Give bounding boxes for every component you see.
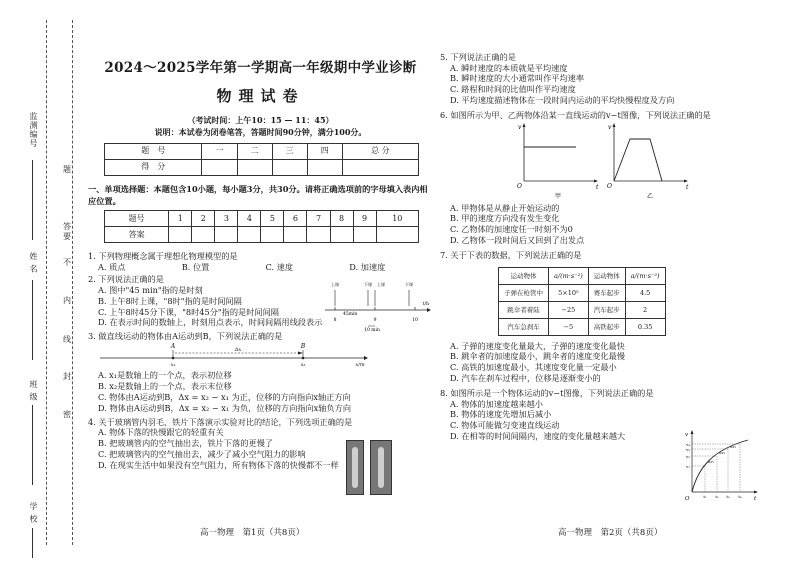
vt-curve-figure xyxy=(682,430,760,502)
table-cell: a/(m·s⁻²) xyxy=(549,267,589,284)
tube-photo xyxy=(370,440,392,495)
table-cell: 运动物体 xyxy=(588,267,625,284)
duration-label: 45min xyxy=(343,312,358,318)
question-stem: 7. 关于下表的数据，下列说法正确的是 xyxy=(440,249,582,260)
acceleration-table xyxy=(498,267,666,336)
option-d: D. 物体由A运动到B，Δx = x₂ − x₁ 为负，位移的方向指向x轴负方向 xyxy=(98,402,352,413)
option-a: A. 瞬时速度的本质就是平均速度 xyxy=(450,62,568,73)
score-input-cell[interactable] xyxy=(342,159,418,175)
answer-input-cell[interactable] xyxy=(215,227,238,243)
answer-input-cell[interactable] xyxy=(261,227,284,243)
option-b: B. 瞬时速度的大小通常叫作平均速率 xyxy=(450,73,585,84)
answer-input-cell[interactable] xyxy=(353,227,376,243)
option-a: A. x₁是数轴上的一个点，表示初位移 xyxy=(98,370,232,381)
option-b: B. 把玻璃管内的空气抽出去，铁片下落的更慢了 xyxy=(98,437,273,448)
score-input-cell[interactable] xyxy=(272,159,307,175)
table-cell: 2 xyxy=(625,301,665,318)
page-footer: 高一物理 第2页（共8页） xyxy=(558,528,663,539)
name-label: 姓 名 xyxy=(29,252,38,274)
score-header-cell: 总 分 xyxy=(342,143,418,159)
t-tick: t₂ xyxy=(715,494,719,499)
v-tick: v₁ xyxy=(686,464,690,469)
page-footer: 高一物理 第1页（共8页） xyxy=(200,528,305,539)
timeline-mark: 下课 xyxy=(405,282,413,288)
score-header-cell: 一 xyxy=(202,143,237,159)
binding-margin xyxy=(0,0,84,565)
option-b: B. 跳伞者的加速度最小，跳伞者的速度变化最慢 xyxy=(450,351,625,362)
origin-label: O xyxy=(607,182,612,190)
table-cell: 汽车急刹车 xyxy=(499,318,549,335)
seal-line xyxy=(72,20,73,545)
exam-note: 说明：本试卷为闭卷笔答，答题时间90分钟，满分100分。 xyxy=(154,126,367,137)
school-label: 学 校 xyxy=(29,502,38,524)
option-b: B. 甲的速度方向没有发生变化 xyxy=(450,213,560,224)
position-axis-figure xyxy=(98,342,378,368)
option-c: C. 物体由A运动到B，Δx = x₂ − x₁ 为正，位移的方向指向x轴正方向 xyxy=(98,391,351,402)
question-stem: 1. 下列物理概念属于理想化物理模型的是 xyxy=(88,251,238,262)
graph-label-yi: 乙 xyxy=(646,192,654,200)
table-cell: 5×10⁵ xyxy=(549,284,589,301)
question-stem: 5. 下列说法正确的是 xyxy=(440,52,516,62)
question-3 xyxy=(88,331,433,413)
table-cell: −5 xyxy=(549,318,589,335)
option-a: A. 子弹的速度变化量最大，子弹的速度变化最快 xyxy=(450,340,625,351)
seal-char: 要 xyxy=(63,232,71,241)
axis-v-label: v xyxy=(518,123,522,131)
answer-header-cell: 8 xyxy=(330,211,353,227)
answer-input-cell[interactable] xyxy=(330,227,353,243)
table-cell: a/(m·s⁻²) xyxy=(625,267,665,284)
table-cell: 赛车起步 xyxy=(588,284,625,301)
option-c: C. 高铁的加速度最小，其速度变化量一定最小 xyxy=(450,362,617,373)
table-cell: 运动物体 xyxy=(499,267,549,284)
x1-label: x₁ xyxy=(170,361,176,368)
axis-t-label: t xyxy=(596,183,599,191)
question-5 xyxy=(440,52,790,106)
v-tick: v₂ xyxy=(686,454,690,459)
table-cell: 4.5 xyxy=(625,284,665,301)
option-d: D. 汽车在刹车过程中，位移是逐渐变小的 xyxy=(450,373,601,384)
score-input-cell[interactable] xyxy=(237,159,272,175)
option-b: B. 上午8时上课，"8时"指的是时间间隔 xyxy=(98,295,242,306)
seal-char: 题 xyxy=(63,165,71,174)
option-b: B. 物体的速度先增加后减小 xyxy=(450,409,552,420)
question-stem: 3. 做直线运动的物体由A运动到B，下列说法正确的是 xyxy=(88,331,283,342)
t-tick: t₄ xyxy=(738,494,742,499)
v-tick: v₃ xyxy=(686,447,690,452)
answer-row-label: 答案 xyxy=(105,227,169,243)
answer-table xyxy=(104,210,419,243)
option-d: D. 在现实生活中如果没有空气阻力，所有物体下落的快慢都不一样 xyxy=(98,459,339,470)
cut-line xyxy=(46,20,47,545)
point-a-label: A xyxy=(170,342,176,350)
table-row xyxy=(499,284,666,301)
option-d: D. 加速度 xyxy=(349,262,386,273)
question-7 xyxy=(440,250,790,384)
axis-unit: t/h xyxy=(422,302,429,308)
table-row xyxy=(499,301,666,318)
seal-char: 封 xyxy=(63,372,71,381)
class-label: 班 级 xyxy=(29,380,38,402)
option-c: C. 上午8时45分下课，"8时45分"指的是时间间隔 xyxy=(98,306,279,317)
answer-header-cell: 题号 xyxy=(105,211,169,227)
t-tick: t₁ xyxy=(703,494,707,499)
timeline-mark: 上课 xyxy=(377,282,385,288)
option-c: C. 乙物体的加速度任一时刻不为0 xyxy=(450,224,573,235)
scale-label: 10 min xyxy=(364,328,380,333)
option-d: D. 平均速度描述物体在一段时间内运动的平均快慢程度及方向 xyxy=(450,95,675,106)
seal-char: 答 xyxy=(63,222,71,231)
axis-v-label: v xyxy=(608,123,612,131)
answer-input-cell[interactable] xyxy=(169,227,192,243)
seal-char: 内 xyxy=(63,296,71,305)
timeline-figure xyxy=(321,280,433,332)
question-stem: 6. 如图所示为甲、乙两物体沿某一直线运动的v−t图像，下列说法正确的是 xyxy=(440,109,711,120)
answer-input-cell[interactable] xyxy=(238,227,261,243)
name-blank[interactable] xyxy=(32,280,33,360)
exam-no-blank[interactable] xyxy=(32,160,33,240)
score-header-cell: 四 xyxy=(307,143,342,159)
answer-header-cell: 3 xyxy=(215,211,238,227)
timeline-mark: 下课 xyxy=(364,282,372,288)
exam-no-label: 监测编号 xyxy=(29,112,38,148)
score-input-cell[interactable] xyxy=(202,159,237,175)
dv-label: Δv₂ xyxy=(719,451,726,455)
tube-photo xyxy=(346,440,364,495)
score-header-cell: 二 xyxy=(237,143,272,159)
answer-header-cell: 2 xyxy=(192,211,215,227)
question-stem: 4. 关于玻璃管内羽毛、铁片下落演示实验对比的结论，下列选项正确的是 xyxy=(88,416,353,427)
origin-label: O xyxy=(685,496,690,502)
table-cell: 子弹在枪管中 xyxy=(499,284,549,301)
option-a: A. 物体下落的快慢跟它的轻重有关 xyxy=(98,427,224,438)
section-1-heading: 一、单项选择题：本题包含10小题，每小题3分，共30分。请将正确选项前的字母填入表内相应位置。 xyxy=(88,183,428,206)
t-tick: t₃ xyxy=(726,494,730,499)
option-c: C. 物体可能做匀变速直线运动 xyxy=(450,420,560,431)
option-d: D. 在表示时间的数轴上，时刻用点表示，时间间隔用线段表示 xyxy=(98,317,323,328)
answer-header-cell: 9 xyxy=(353,211,376,227)
origin-label: O xyxy=(517,182,522,190)
answer-header-cell: 6 xyxy=(284,211,307,227)
score-table xyxy=(104,143,419,176)
v-tick: v₄ xyxy=(686,442,690,447)
axis-unit: x/m xyxy=(355,361,365,368)
school-blank[interactable] xyxy=(32,528,33,558)
class-blank[interactable] xyxy=(32,405,33,485)
question-1 xyxy=(88,251,433,272)
table-cell: 汽车起步 xyxy=(588,301,625,318)
option-b: B. x₂是数轴上的一个点，表示末位移 xyxy=(98,381,232,392)
seal-char: 密 xyxy=(63,410,71,419)
exam-time: （考试时间：上午10：15 — 11：45） xyxy=(187,114,334,125)
option-a: A. 图中"45 min"指的是时刻 xyxy=(98,284,203,295)
answer-header-cell: 7 xyxy=(307,211,330,227)
axis-t-label: t xyxy=(686,183,689,191)
option-d: D. 在相等的时间间隔内，速度的变化量越来越大 xyxy=(450,431,626,442)
question-stem: 8. 如图所示是一个物体运动的v−t图像，下列说法正确的是 xyxy=(440,387,654,398)
question-6 xyxy=(440,110,790,246)
dv-label: Δv₁ xyxy=(708,460,715,464)
score-input-cell[interactable] xyxy=(307,159,342,175)
point-b-label: B xyxy=(300,342,306,350)
answer-header-cell: 5 xyxy=(261,211,284,227)
x2-label: x₂ xyxy=(300,361,306,368)
table-cell: 0.35 xyxy=(625,318,665,335)
question-stem: 2. 下列说法正确的是 xyxy=(88,274,164,285)
answer-input-cell[interactable] xyxy=(376,227,418,243)
option-a: A. 质点 xyxy=(98,262,126,273)
tick-label: 10 xyxy=(412,318,418,324)
answer-header-cell: 10 xyxy=(376,211,418,227)
axis-t-label: t xyxy=(754,496,757,502)
tick-label: 9 xyxy=(373,318,377,324)
table-row xyxy=(499,318,666,335)
tick-label: 8 xyxy=(333,318,337,324)
option-c: C. 路程和时间的比值叫作平均速度 xyxy=(450,84,576,95)
exam-title: 2024～2025学年第一学期高一年级期中学业诊断 xyxy=(104,60,417,76)
option-a: A. 甲物体是从静止开始运动的 xyxy=(450,202,560,213)
graph-label-jia: 甲 xyxy=(554,192,562,200)
answer-input-cell[interactable] xyxy=(307,227,330,243)
answer-header-cell: 1 xyxy=(169,211,192,227)
answer-input-cell[interactable] xyxy=(284,227,307,243)
seal-char: 线 xyxy=(63,335,71,344)
seal-char: 不 xyxy=(63,258,71,267)
question-2 xyxy=(88,274,433,333)
table-header-row xyxy=(499,267,666,284)
answer-input-cell[interactable] xyxy=(192,227,215,243)
option-d: D. 乙物体一段时间后又回到了出发点 xyxy=(450,235,585,246)
option-c: C. 速度 xyxy=(265,262,294,273)
timeline-mark: 上课 xyxy=(331,282,339,288)
option-c: C. 把玻璃管内的空气抽出去，减少了减小空气阻力的影响 xyxy=(98,448,306,459)
option-a: A. 物体的加速度越来越小 xyxy=(450,398,543,409)
delta-x-label: Δx xyxy=(234,346,242,353)
page-1 xyxy=(88,0,433,565)
dv-label: Δv₃ xyxy=(730,445,737,449)
exam-subtitle: 物理试卷 xyxy=(216,86,305,105)
score-row-label: 得 分 xyxy=(105,159,202,175)
score-header-cell: 题 号 xyxy=(105,143,202,159)
table-cell: 高铁起步 xyxy=(588,318,625,335)
score-header-cell: 三 xyxy=(272,143,307,159)
option-b: B. 位置 xyxy=(181,262,210,273)
vt-graphs-figure xyxy=(512,121,692,201)
table-cell: 跳伞者着陆 xyxy=(499,301,549,318)
axis-v-label: v xyxy=(685,432,689,438)
page-2 xyxy=(440,0,790,565)
table-cell: −25 xyxy=(549,301,589,318)
answer-header-cell: 4 xyxy=(238,211,261,227)
